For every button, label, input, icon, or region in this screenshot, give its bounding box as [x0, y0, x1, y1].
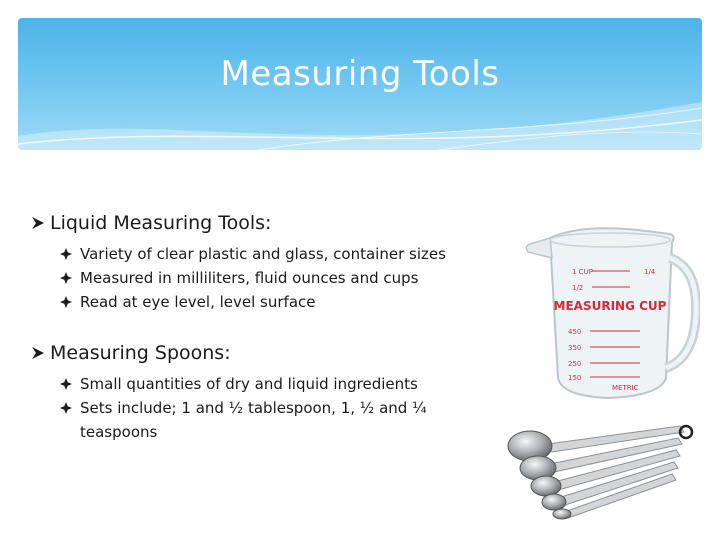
sub-list	[60, 242, 500, 314]
diamond-bullet-icon	[60, 396, 74, 420]
cup-mark: 250	[568, 360, 582, 368]
title-banner	[18, 18, 702, 150]
cup-mark: METRIC	[612, 384, 639, 392]
measuring-cup-image	[520, 218, 700, 404]
measuring-spoons-image	[500, 420, 700, 520]
sub-list	[60, 372, 500, 444]
list-item-text: Read at eye level, level surface	[80, 293, 316, 311]
section-heading: Measuring Spoons:	[50, 342, 231, 364]
list-item-text: Measured in milliliters, fluid ounces and cups	[80, 269, 419, 287]
arrow-bullet-icon	[30, 345, 46, 361]
cup-mark: 1 CUP	[572, 268, 593, 276]
cup-label-text: MEASURING CUP	[553, 299, 667, 313]
list-item	[60, 396, 500, 444]
cup-mark: 150	[568, 374, 582, 382]
diamond-bullet-icon	[60, 266, 74, 290]
cup-mark: 1/2	[572, 284, 584, 292]
arrow-bullet-icon	[30, 215, 46, 231]
list-item-text: Small quantities of dry and liquid ingredients	[80, 375, 418, 393]
cup-mark: 1/4	[644, 268, 656, 276]
list-item	[60, 266, 500, 290]
slide-title: Measuring Tools	[220, 54, 500, 94]
section-spoons	[30, 340, 500, 444]
list-item	[60, 242, 500, 266]
section-liquid	[30, 210, 500, 314]
cup-mark: 350	[568, 344, 582, 352]
diamond-bullet-icon	[60, 372, 74, 396]
list-item-text: Variety of clear plastic and glass, container sizes	[80, 245, 446, 263]
list-item-text: Sets include; 1 and ½ tablespoon, 1, ½ and ¼ teaspoons	[80, 399, 427, 441]
list-item	[60, 372, 500, 396]
section-heading: Liquid Measuring Tools:	[50, 212, 272, 234]
cup-mark: 450	[568, 328, 582, 336]
list-item	[60, 290, 500, 314]
diamond-bullet-icon	[60, 242, 74, 266]
slide-body	[30, 210, 500, 470]
diamond-bullet-icon	[60, 290, 74, 314]
